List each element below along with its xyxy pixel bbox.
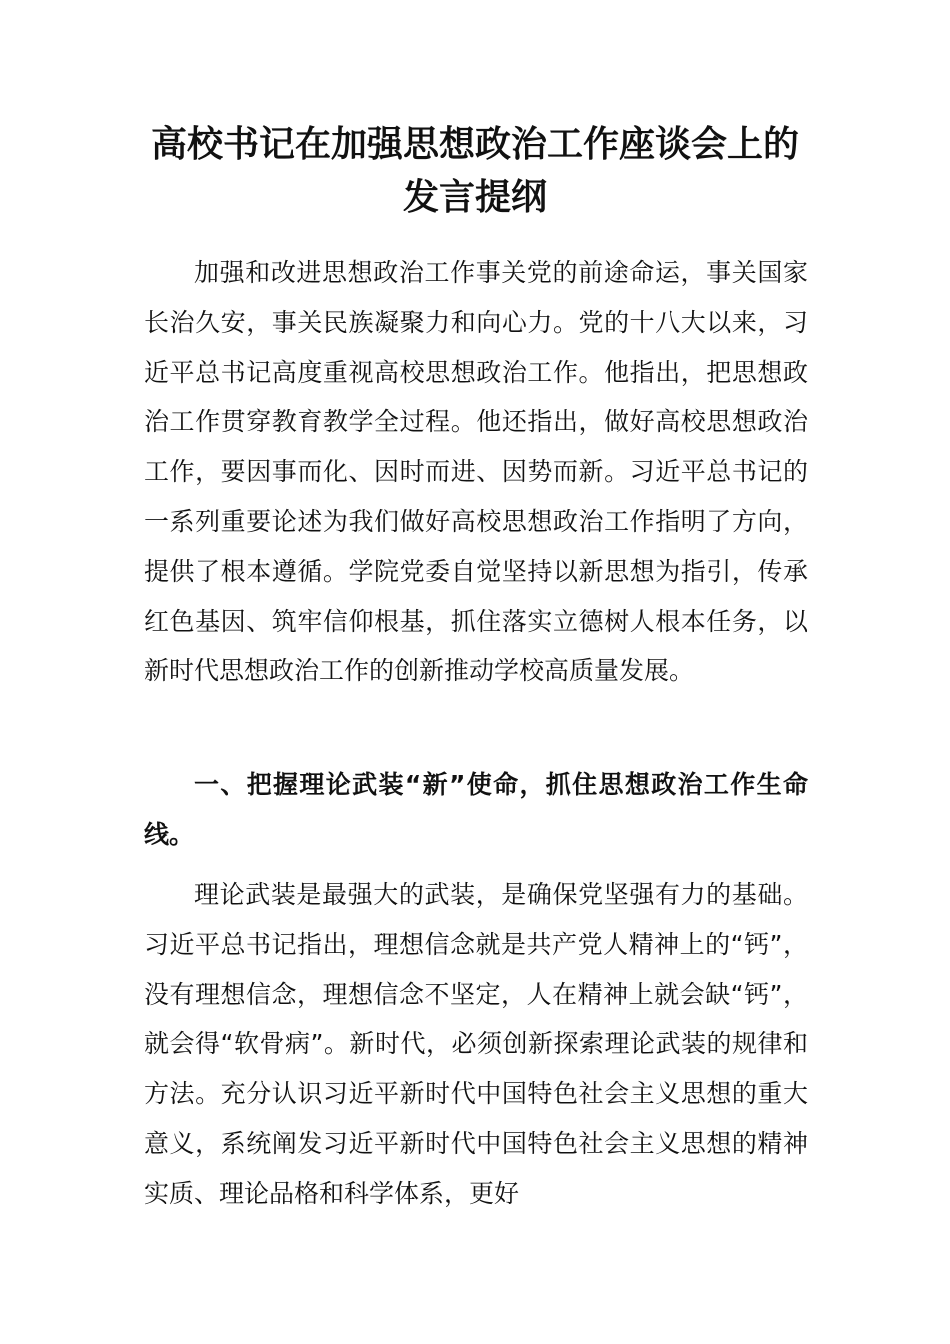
title-line-1: 高校书记在加强思想政治工作座谈会上的	[150, 123, 799, 165]
intro-paragraph: 加强和改进思想政治工作事关党的前途命运，事关国家长治久安，事关民族凝聚力和向心力。党的十八大以来，习近平总书记高度重视高校思想政治工作。他指出，把思想政治工作贯穿教育教学全过程。他还指出，做好高校思想政治工作，要因事而化、因时而进、因势而新。习近平总书记的一系列重要论述为我们做好高校思想政治工作指明了方向，提供了根本遵循。学院党委自觉坚持以新思想为指引，传承红色基因、筑牢信仰根基，抓住落实立德树人根本任务，以新时代思想政治工作的创新推动学校高质量发展。	[144, 258, 808, 686]
title-line-2: 发言提纲	[402, 176, 547, 218]
section-1-paragraph: 理论武装是最强大的武装，是确保党坚强有力的基础。习近平总书记指出，理想信念就是共产党人精神上的“钙”，没有理想信念，理想信念不坚定，人在精神上就会缺“钙”，就会得“软骨病”。新时代，必须创新探索理论武装的规律和方法。充分认识习近平新时代中国特色社会主义思想的重大意义，系统阐发习近平新时代中国特色社会主义思想的精神实质、理论品格和科学体系，更好	[144, 880, 808, 1208]
document-title	[0, 118, 950, 224]
section-heading-1: 一、把握理论武装“新”使命，抓住思想政治工作生命线。	[144, 770, 808, 849]
